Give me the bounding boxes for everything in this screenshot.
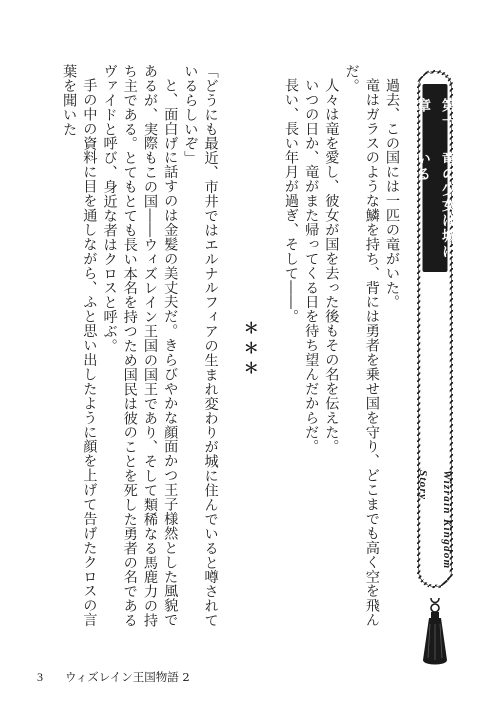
paragraph: 手の中の資料に目を通しながら、ふと思い出したように顔を上げて告げたクロスの言葉を聞いた xyxy=(61,64,98,628)
chapter-number: 第一章 xyxy=(415,98,456,129)
chapter-title: 竜の少女は城にいる xyxy=(415,150,456,259)
paragraph: いつの日か、竜がまた帰ってくる日を待ち望んだからだ。 xyxy=(303,78,320,454)
dialogue: 「どうにも最近、市井ではエルナルフィアの生まれ変わりが城に住んでいると噂されているらしいぞ」 xyxy=(182,64,219,628)
scene-break: ＊＊＊ xyxy=(241,320,260,380)
paragraph: 竜はガラスのような鱗を持ち、背には勇者を乗せ国を守り、どこまでも高く空を飛んだ。 xyxy=(343,64,380,628)
chapter-tag xyxy=(415,70,456,600)
paragraph: 長い、長い年月が過ぎ、そして――。 xyxy=(282,78,299,324)
page-footer xyxy=(37,669,190,685)
chapter-heading xyxy=(415,84,456,272)
paragraph: 人々は竜を愛し、彼女が国を去った後もその名を伝えた。 xyxy=(323,78,340,454)
page-number: 3 xyxy=(37,670,43,684)
body-text xyxy=(40,64,402,636)
running-title: ウィズレイン王国物語 2 xyxy=(65,670,190,684)
tassel-icon xyxy=(421,598,449,670)
series-title: Wizrain Kingdom Story xyxy=(417,470,453,570)
paragraph: と、面白げに話すのは金髪の美丈夫だ。きらびやかな顔面かつ王子様然とした風貌であるが、実際もこの国――ウィズレイン王国の国王であり、そして類稀なる馬鹿力の持ち主である。とてもとても長い本名を持つため国民は彼のことを死した勇者の名であるヴァイドと呼び、身近な者はクロスと呼ぶ。 xyxy=(101,64,179,628)
paragraph: 過去、この国には一匹の竜がいた。 xyxy=(384,78,400,310)
